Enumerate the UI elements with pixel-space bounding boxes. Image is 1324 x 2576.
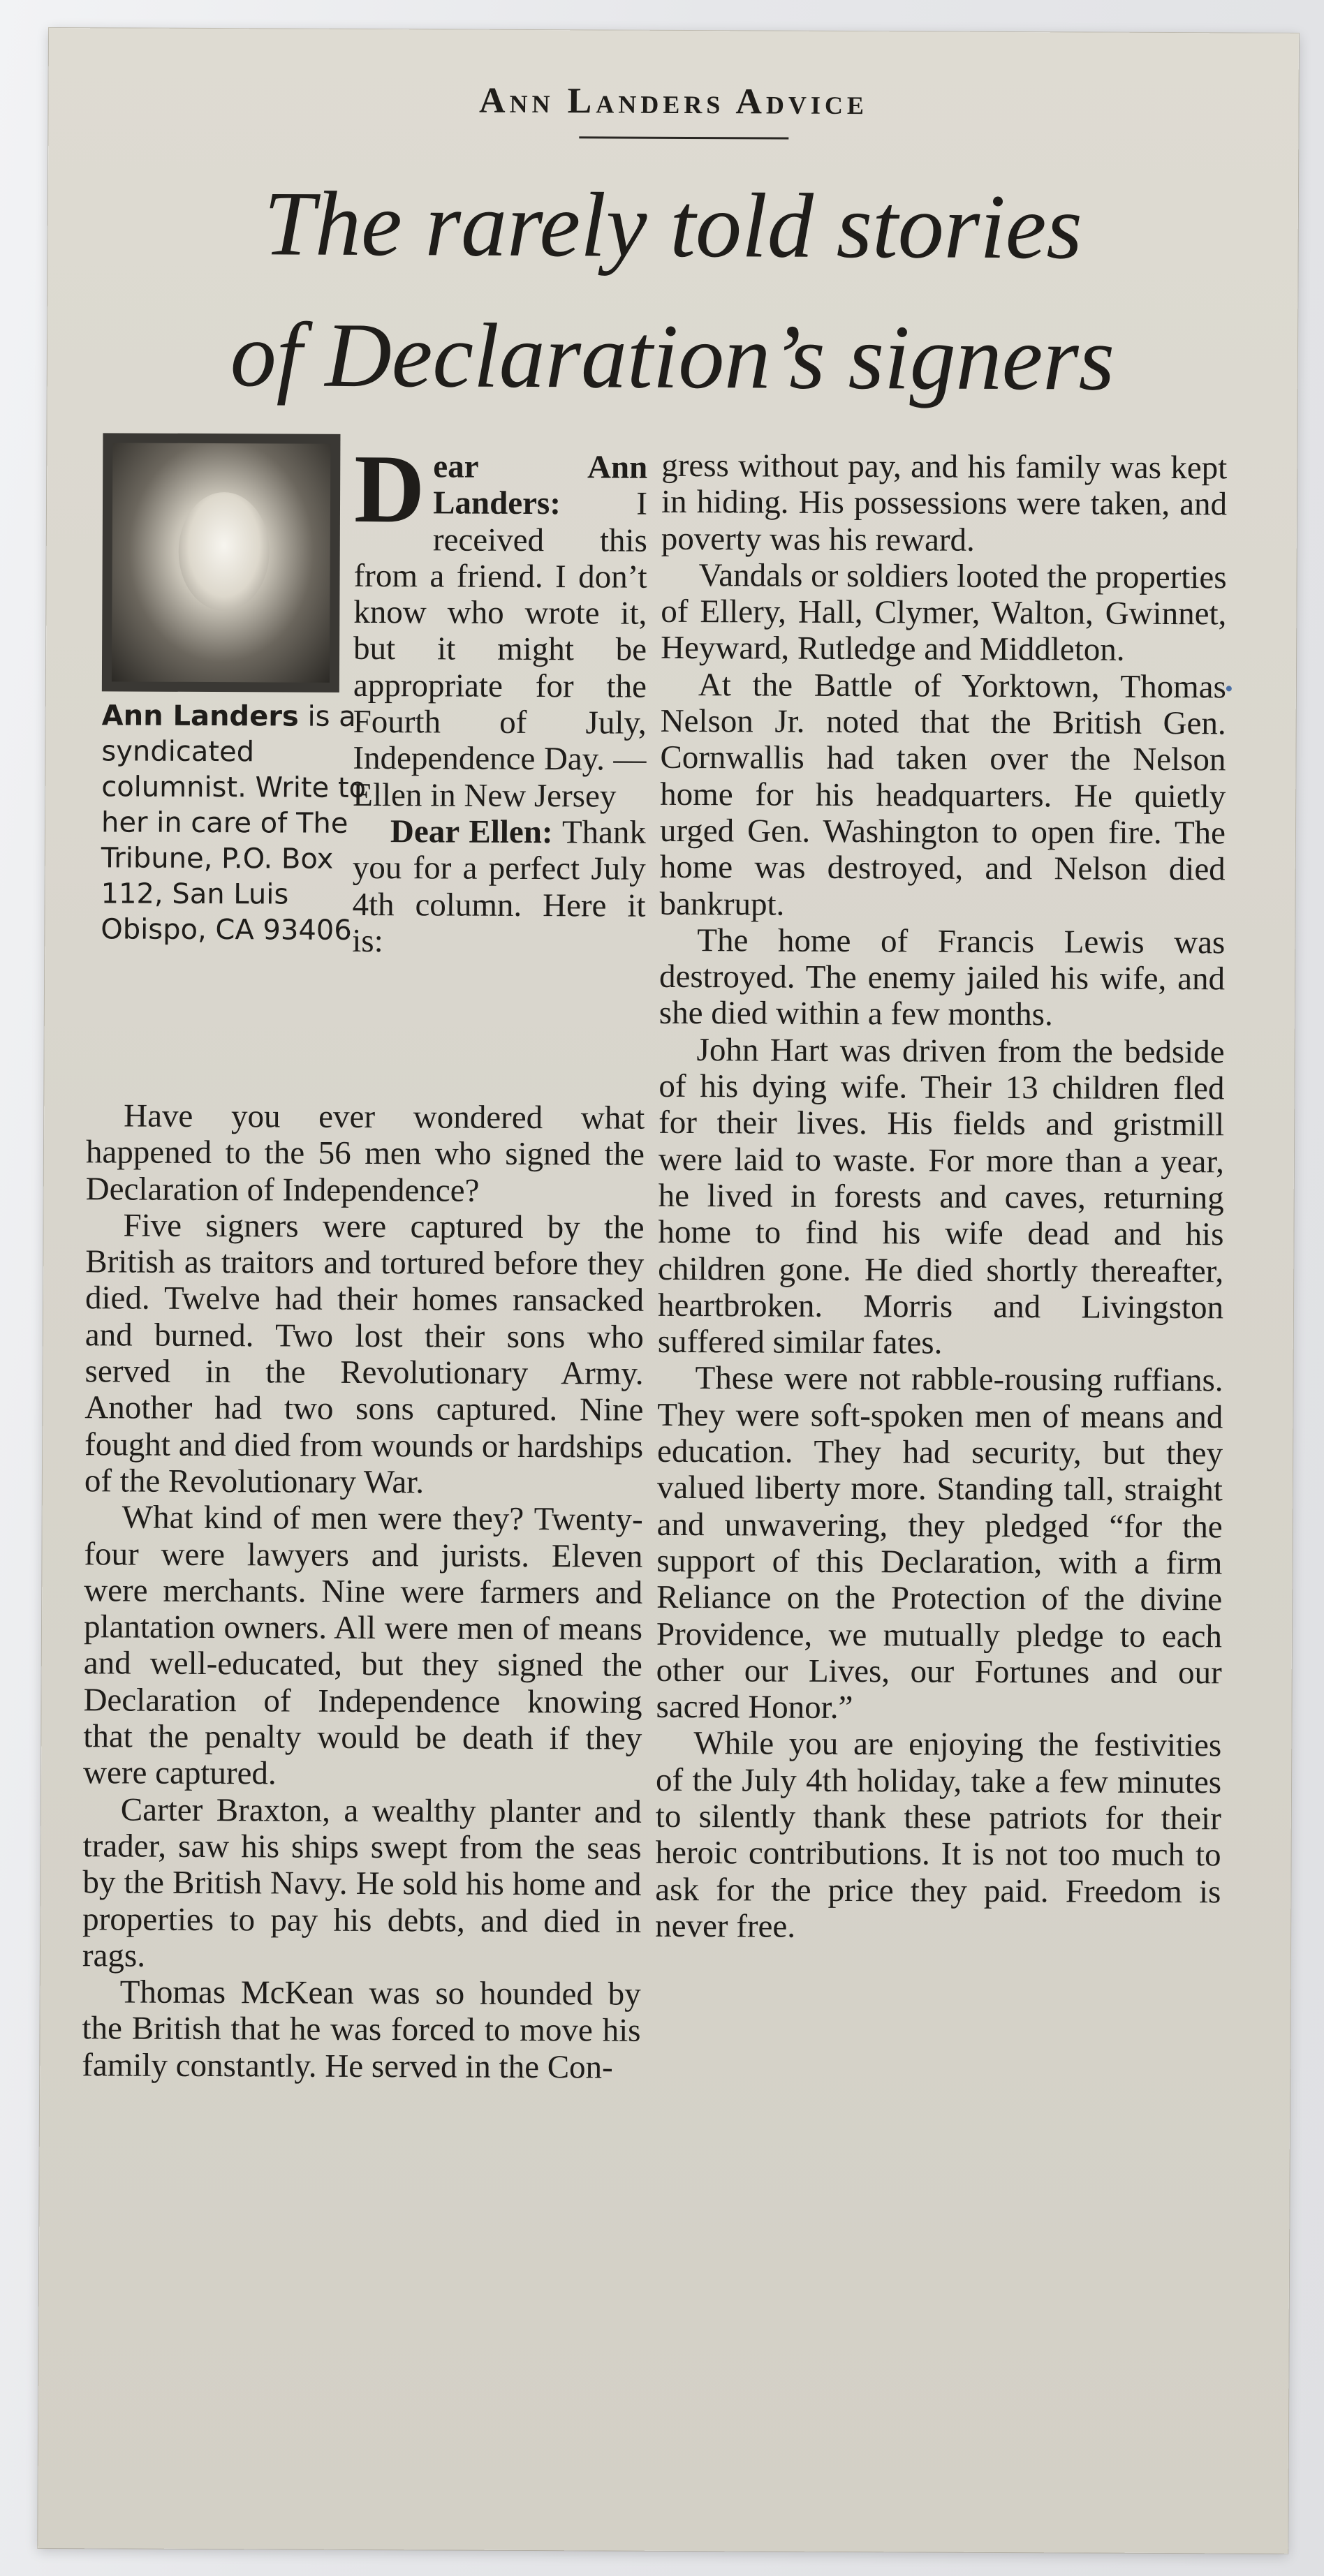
- column-two-body: [655, 447, 1227, 1947]
- drop-cap: D: [353, 434, 425, 544]
- reply-paragraph: [352, 813, 646, 961]
- reply-intro: Thank you for a perfect July 4th column. Here it is:: [352, 814, 647, 959]
- letter-body: I received this from a friend. I don’t know who wrote it, but it might be appropriate for the Fourth of July, Independence Day. — Ellen in New Jersey: [353, 485, 648, 815]
- headline-line-1: The rarely told stories: [263, 172, 1083, 279]
- body-paragraph: The home of Francis Lewis was destroyed. The enemy jailed his wife, and she died within a few months.: [659, 921, 1226, 1033]
- header-rule: [579, 136, 788, 139]
- headline: [47, 157, 1299, 425]
- photo-portrait: [112, 443, 330, 682]
- letter-salutation: ear Ann Landers:: [433, 448, 648, 522]
- body-paragraph: Carter Braxton, a wealthy planter and trader, saw his ships swept from the seas by the British Navy. He sold his home and properties to pay his debts, and died in rags.: [82, 1791, 642, 1974]
- columnist-photo: [102, 433, 341, 692]
- body-paragraph: Have you ever wondered what happened to the 56 men who signed the Declaration of Independence?: [85, 1097, 645, 1209]
- ink-dot: [1226, 686, 1232, 691]
- columnist-bio: [101, 698, 367, 949]
- body-paragraph: John Hart was driven from the bedside of his dying wife. Their 13 children fled for their lives. His fields and gristmill were laid to waste. For more than a year, he lived in forests and caves, returning home to find his wife dead and his children gone. He died shortly thereafter, heartbroken. Morris and Livingston suffered similar fates.: [657, 1031, 1225, 1361]
- newspaper-clipping: [38, 28, 1299, 2554]
- body-paragraph: What kind of men were they? Twenty-four were lawyers and jurists. Eleven were merchants. Nine were farmers and plantation owners. All were men of means and well-educated, but they signed the Declaration of Independence knowing that the penalty would be death if they were captured.: [82, 1499, 643, 1792]
- column-one-body: [82, 1097, 645, 2085]
- body-paragraph: gress without pay, and his family was kept in hiding. His possessions were taken, and poverty was his reward.: [661, 447, 1228, 558]
- body-paragraph: While you are enjoying the festivities of the July 4th holiday, take a few minutes to silently thank these patriots for their heroic contributions. It is not too much to ask for the price they paid. Freedom is never free.: [655, 1725, 1222, 1945]
- portrait-face: [178, 492, 270, 612]
- reply-salutation: Dear Ellen:: [390, 813, 553, 851]
- letter-block: [352, 434, 648, 961]
- body-paragraph: Vandals or soldiers looted the properties of Ellery, Hall, Clymer, Walton, Gwinnet, Heyward, Rutledge and Middleton.: [661, 556, 1227, 669]
- bio-name: Ann Landers: [101, 699, 299, 733]
- column-header: Ann Landers Advice: [478, 80, 869, 123]
- body-paragraph: Thomas McKean was so hounded by the British that he was forced to move his family constantly. He served in the Con-: [82, 1974, 641, 2086]
- body-paragraph: Five signers were captured by the British as traitors and tortured before they died. Twelve had their homes ransacked and burned. Two lost their sons who served in the Revolutionary Army. Another had two sons captured. Nine fought and died from wounds or hardships of the Revolutionary War.: [84, 1207, 645, 1501]
- bio-text: is a syndicated columnist. Write to her in care of The Tribune, P.O. Box 112, San Luis Obispo, CA 93406: [101, 700, 367, 947]
- letter-paragraph: [353, 434, 648, 815]
- body-paragraph: At the Battle of Yorktown, Thomas Nelson Jr. noted that the British Gen. Cornwallis had taken over the Nelson home for his headquarters. He quietly urged Gen. Washington to open fire. The home was destroyed, and Nelson died bankrupt.: [659, 666, 1227, 923]
- body-paragraph: These were not rabble-rousing ruffians. They were soft-spoken men of means and education. They had security, but they valued liberty more. Standing tall, straight and unwavering, they pledged “for the support of this Declaration, with a firm Reliance on the Protection of the divine Providence, we mutually pledge to each other our Lives, our Fortunes and our sacred Honor.”: [656, 1360, 1223, 1726]
- headline-line-2: of Declaration’s signers: [230, 303, 1115, 410]
